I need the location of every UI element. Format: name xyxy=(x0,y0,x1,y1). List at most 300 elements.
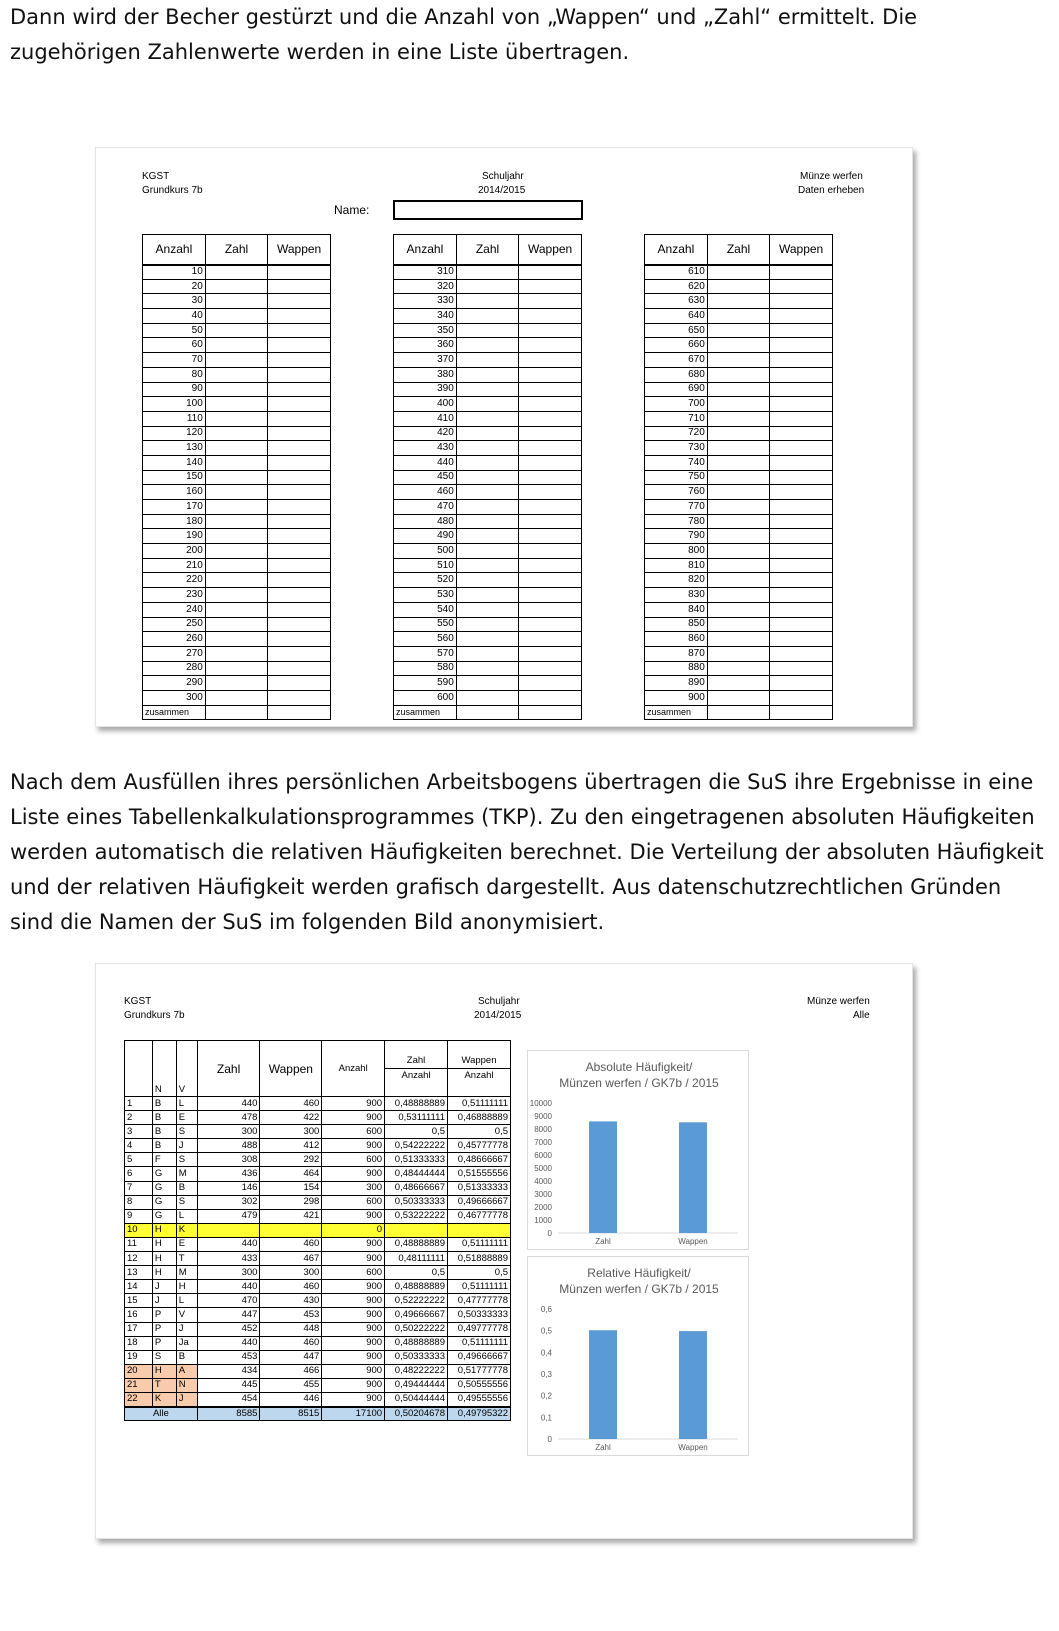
results-total-zahl: 8585 xyxy=(197,1407,260,1421)
worksheet-wappen-input[interactable] xyxy=(268,632,331,647)
worksheet-zahl-input[interactable] xyxy=(456,294,518,309)
worksheet-wappen-input[interactable] xyxy=(268,338,331,353)
worksheet-wappen-input[interactable] xyxy=(519,646,582,661)
worksheet-wappen-input[interactable] xyxy=(770,323,833,338)
worksheet-wappen-input[interactable] xyxy=(268,529,331,544)
worksheet-zahl-input[interactable] xyxy=(205,500,267,515)
worksheet-zahl-input[interactable] xyxy=(205,411,267,426)
worksheet-wappen-input[interactable] xyxy=(268,676,331,691)
year-label: Schuljahr xyxy=(482,171,524,182)
results-cell-rel-wappen: 0,51333333 xyxy=(447,1181,510,1195)
worksheet-zahl-input[interactable] xyxy=(205,367,267,382)
worksheet-count-cell: 430 xyxy=(394,441,457,456)
worksheet-wappen-input[interactable] xyxy=(770,470,833,485)
worksheet-wappen-input[interactable] xyxy=(770,617,833,632)
worksheet-zahl-input[interactable] xyxy=(456,661,518,676)
worksheet-count-cell: 20 xyxy=(143,279,206,294)
worksheet-wappen-input[interactable] xyxy=(770,500,833,515)
x-tick-label: Zahl xyxy=(595,1237,611,1246)
worksheet-zahl-input[interactable] xyxy=(205,632,267,647)
worksheet-count-cell: 350 xyxy=(394,323,457,338)
worksheet-wappen-input[interactable] xyxy=(519,338,582,353)
worksheet-wappen-input[interactable] xyxy=(519,309,582,324)
worksheet-count-cell: 330 xyxy=(394,294,457,309)
worksheet-zahl-input[interactable] xyxy=(707,500,769,515)
results-row xyxy=(125,1350,511,1364)
results-cell-rel-zahl: 0,51333333 xyxy=(385,1153,448,1167)
absolute-frequency-chart xyxy=(527,1050,749,1250)
worksheet-wappen-input[interactable] xyxy=(770,529,833,544)
worksheet-total-row xyxy=(394,705,582,720)
worksheet-wappen-input[interactable] xyxy=(770,573,833,588)
worksheet-wappen-input[interactable] xyxy=(519,676,582,691)
worksheet-zahl-input[interactable] xyxy=(707,441,769,456)
results-cell-wappen: 422 xyxy=(260,1111,322,1125)
results-topic-label: Münze werfen xyxy=(807,996,870,1007)
results-cell-rel-wappen: 0,51888889 xyxy=(447,1252,510,1266)
worksheet-zahl-input[interactable] xyxy=(205,529,267,544)
worksheet-wappen-input[interactable] xyxy=(770,632,833,647)
bar-zahl xyxy=(589,1121,617,1233)
worksheet-zahl-input[interactable] xyxy=(456,455,518,470)
worksheet-row xyxy=(394,558,582,573)
results-cell-zahl: 300 xyxy=(197,1266,260,1280)
results-cell-anzahl: 900 xyxy=(322,1364,385,1378)
results-cell-rel-wappen: 0,49666667 xyxy=(447,1350,510,1364)
worksheet-zahl-input[interactable] xyxy=(707,294,769,309)
results-sheet xyxy=(95,963,913,1539)
results-cell-rel-wappen: 0,51111111 xyxy=(447,1237,510,1251)
results-cell-zahl: 445 xyxy=(197,1378,260,1392)
results-cell-rel-zahl: 0,53222222 xyxy=(385,1209,448,1223)
worksheet-wappen-input[interactable] xyxy=(519,470,582,485)
results-total-anzahl: 17100 xyxy=(322,1407,385,1421)
worksheet-wappen-input[interactable] xyxy=(519,265,582,280)
worksheet-zahl-input[interactable] xyxy=(456,411,518,426)
worksheet-zahl-input[interactable] xyxy=(456,529,518,544)
worksheet-zahl-input[interactable] xyxy=(456,617,518,632)
results-year-label: Schuljahr xyxy=(478,996,520,1007)
results-cell-rel-zahl: 0,49444444 xyxy=(385,1378,448,1392)
worksheet-zahl-input[interactable] xyxy=(707,382,769,397)
results-cell-rel-zahl: 0,54222222 xyxy=(385,1139,448,1153)
worksheet-wappen-input[interactable] xyxy=(519,279,582,294)
worksheet-zahl-input[interactable] xyxy=(707,617,769,632)
worksheet-header-wappen: Wappen xyxy=(268,235,331,265)
worksheet-zahl-input[interactable] xyxy=(205,602,267,617)
worksheet-wappen-input[interactable] xyxy=(268,411,331,426)
worksheet-wappen-input[interactable] xyxy=(770,411,833,426)
results-cell-index: 7 xyxy=(125,1181,153,1195)
worksheet-zahl-input[interactable] xyxy=(205,573,267,588)
worksheet-wappen-input[interactable] xyxy=(268,661,331,676)
results-cell-zahl: 146 xyxy=(197,1181,260,1195)
worksheet-wappen-input[interactable] xyxy=(268,485,331,500)
worksheet-wappen-input[interactable] xyxy=(519,485,582,500)
worksheet-count-cell: 290 xyxy=(143,676,206,691)
results-cell-zahl: 433 xyxy=(197,1252,260,1266)
worksheet-zahl-input[interactable] xyxy=(456,470,518,485)
worksheet-wappen-input[interactable] xyxy=(268,397,331,412)
worksheet-zahl-input[interactable] xyxy=(456,676,518,691)
worksheet-total-zahl-input[interactable] xyxy=(205,705,267,720)
worksheet-zahl-input[interactable] xyxy=(205,294,267,309)
worksheet-header-wappen: Wappen xyxy=(519,235,582,265)
worksheet-zahl-input[interactable] xyxy=(707,676,769,691)
worksheet-zahl-input[interactable] xyxy=(205,544,267,559)
worksheet-zahl-input[interactable] xyxy=(456,426,518,441)
worksheet-zahl-input[interactable] xyxy=(205,514,267,529)
worksheet-wappen-input[interactable] xyxy=(770,544,833,559)
worksheet-row xyxy=(645,588,833,603)
worksheet-wappen-input[interactable] xyxy=(770,661,833,676)
worksheet-row xyxy=(394,279,582,294)
results-cell-wappen: 460 xyxy=(260,1237,322,1251)
worksheet-count-cell: 240 xyxy=(143,602,206,617)
worksheet-zahl-input[interactable] xyxy=(707,455,769,470)
worksheet-zahl-input[interactable] xyxy=(456,441,518,456)
worksheet-wappen-input[interactable] xyxy=(519,588,582,603)
worksheet-zahl-input[interactable] xyxy=(205,265,267,280)
worksheet-zahl-input[interactable] xyxy=(707,397,769,412)
worksheet-total-label: zusammen xyxy=(645,705,708,720)
worksheet-zahl-input[interactable] xyxy=(456,485,518,500)
worksheet-zahl-input[interactable] xyxy=(205,353,267,368)
worksheet-wappen-input[interactable] xyxy=(519,529,582,544)
worksheet-zahl-input[interactable] xyxy=(205,338,267,353)
results-cell-zahl: 440 xyxy=(197,1097,260,1111)
worksheet-zahl-input[interactable] xyxy=(205,382,267,397)
results-header-anzahl: Anzahl xyxy=(322,1041,385,1097)
worksheet-zahl-input[interactable] xyxy=(707,265,769,280)
worksheet-zahl-input[interactable] xyxy=(707,323,769,338)
worksheet-wappen-input[interactable] xyxy=(519,426,582,441)
worksheet-wappen-input[interactable] xyxy=(770,676,833,691)
worksheet-total-label: zusammen xyxy=(143,705,206,720)
worksheet-zahl-input[interactable] xyxy=(707,470,769,485)
worksheet-wappen-input[interactable] xyxy=(268,426,331,441)
worksheet-count-cell: 690 xyxy=(645,382,708,397)
worksheet-wappen-input[interactable] xyxy=(268,279,331,294)
worksheet-wappen-input[interactable] xyxy=(268,646,331,661)
results-cell-wappen: 421 xyxy=(260,1209,322,1223)
worksheet-row xyxy=(394,646,582,661)
worksheet-wappen-input[interactable] xyxy=(519,353,582,368)
worksheet-wappen-input[interactable] xyxy=(770,338,833,353)
results-cell-v: N xyxy=(176,1378,197,1392)
results-cell-v: S xyxy=(176,1153,197,1167)
results-cell-wappen: 298 xyxy=(260,1195,322,1209)
worksheet-zahl-input[interactable] xyxy=(456,353,518,368)
results-cell-rel-zahl: 0,53111111 xyxy=(385,1111,448,1125)
results-cell-v: B xyxy=(176,1181,197,1195)
results-cell-n: J xyxy=(152,1294,176,1308)
results-cell-zahl: 308 xyxy=(197,1153,260,1167)
results-header-wappen: Wappen xyxy=(260,1041,322,1097)
worksheet-wappen-input[interactable] xyxy=(268,441,331,456)
worksheet-wappen-input[interactable] xyxy=(770,367,833,382)
worksheet-count-cell: 790 xyxy=(645,529,708,544)
worksheet-zahl-input[interactable] xyxy=(205,309,267,324)
worksheet-zahl-input[interactable] xyxy=(205,323,267,338)
worksheet-count-cell: 310 xyxy=(394,265,457,280)
worksheet-wappen-input[interactable] xyxy=(519,397,582,412)
results-cell-index: 21 xyxy=(125,1378,153,1392)
worksheet-zahl-input[interactable] xyxy=(456,588,518,603)
worksheet-row xyxy=(645,411,833,426)
worksheet-zahl-input[interactable] xyxy=(456,602,518,617)
worksheet-zahl-input[interactable] xyxy=(456,558,518,573)
worksheet-wappen-input[interactable] xyxy=(268,558,331,573)
results-cell-zahl: 436 xyxy=(197,1167,260,1181)
worksheet-wappen-input[interactable] xyxy=(519,455,582,470)
worksheet-wappen-input[interactable] xyxy=(268,514,331,529)
y-tick-label: 6000 xyxy=(534,1151,552,1160)
worksheet-wappen-input[interactable] xyxy=(770,397,833,412)
worksheet-wappen-input[interactable] xyxy=(268,294,331,309)
worksheet-zahl-input[interactable] xyxy=(707,367,769,382)
worksheet-table-1 xyxy=(142,234,331,720)
worksheet-wappen-input[interactable] xyxy=(770,646,833,661)
results-cell-rel-wappen: 0,5 xyxy=(447,1125,510,1139)
worksheet-zahl-input[interactable] xyxy=(205,617,267,632)
worksheet-zahl-input[interactable] xyxy=(707,485,769,500)
worksheet-zahl-input[interactable] xyxy=(707,646,769,661)
worksheet-wappen-input[interactable] xyxy=(519,617,582,632)
worksheet-wappen-input[interactable] xyxy=(268,617,331,632)
worksheet-zahl-input[interactable] xyxy=(205,661,267,676)
worksheet-wappen-input[interactable] xyxy=(770,294,833,309)
results-cell-n: S xyxy=(152,1350,176,1364)
rel-zahl-denominator: Anzahl xyxy=(401,1070,431,1081)
worksheet-zahl-input[interactable] xyxy=(707,426,769,441)
worksheet-wappen-input[interactable] xyxy=(770,602,833,617)
worksheet-wappen-input[interactable] xyxy=(268,602,331,617)
worksheet-zahl-input[interactable] xyxy=(205,558,267,573)
worksheet-count-cell: 710 xyxy=(645,411,708,426)
worksheet-zahl-input[interactable] xyxy=(456,514,518,529)
worksheet-zahl-input[interactable] xyxy=(205,485,267,500)
results-cell-rel-wappen: 0,46888889 xyxy=(447,1111,510,1125)
results-cell-rel-wappen: 0,51111111 xyxy=(447,1097,510,1111)
worksheet-zahl-input[interactable] xyxy=(205,646,267,661)
worksheet-zahl-input[interactable] xyxy=(205,455,267,470)
worksheet-zahl-input[interactable] xyxy=(205,426,267,441)
worksheet-zahl-input[interactable] xyxy=(707,338,769,353)
results-total-rel-zahl: 0,50204678 xyxy=(385,1407,448,1421)
results-cell-index: 11 xyxy=(125,1237,153,1251)
worksheet-zahl-input[interactable] xyxy=(456,367,518,382)
results-cell-rel-wappen: 0,51111111 xyxy=(447,1280,510,1294)
worksheet-count-cell: 400 xyxy=(394,397,457,412)
worksheet-wappen-input[interactable] xyxy=(519,661,582,676)
worksheet-wappen-input[interactable] xyxy=(519,382,582,397)
worksheet-row xyxy=(143,588,331,603)
worksheet-wappen-input[interactable] xyxy=(268,588,331,603)
worksheet-wappen-input[interactable] xyxy=(268,544,331,559)
results-cell-rel-zahl xyxy=(385,1223,448,1237)
worksheet-count-cell: 410 xyxy=(394,411,457,426)
results-cell-wappen: 467 xyxy=(260,1252,322,1266)
worksheet-wappen-input[interactable] xyxy=(519,632,582,647)
worksheet-total-zahl-input[interactable] xyxy=(707,705,769,720)
worksheet-wappen-input[interactable] xyxy=(268,455,331,470)
worksheet-wappen-input[interactable] xyxy=(519,411,582,426)
worksheet-wappen-input[interactable] xyxy=(770,558,833,573)
worksheet-zahl-input[interactable] xyxy=(707,573,769,588)
results-cell-v: L xyxy=(176,1294,197,1308)
worksheet-zahl-input[interactable] xyxy=(456,397,518,412)
results-cell-n: B xyxy=(152,1111,176,1125)
results-cell-n: G xyxy=(152,1181,176,1195)
worksheet-wappen-input[interactable] xyxy=(770,588,833,603)
worksheet-count-cell: 530 xyxy=(394,588,457,603)
worksheet-zahl-input[interactable] xyxy=(456,309,518,324)
worksheet-wappen-input[interactable] xyxy=(770,455,833,470)
worksheet-zahl-input[interactable] xyxy=(707,529,769,544)
results-cell-rel-zahl: 0,50333333 xyxy=(385,1195,448,1209)
worksheet-zahl-input[interactable] xyxy=(456,544,518,559)
worksheet-wappen-input[interactable] xyxy=(268,309,331,324)
results-cell-rel-zahl: 0,48222222 xyxy=(385,1364,448,1378)
worksheet-wappen-input[interactable] xyxy=(268,690,331,705)
worksheet-zahl-input[interactable] xyxy=(456,279,518,294)
worksheet-wappen-input[interactable] xyxy=(519,602,582,617)
worksheet-zahl-input[interactable] xyxy=(205,588,267,603)
results-cell-v: K xyxy=(176,1223,197,1237)
worksheet-total-zahl-input[interactable] xyxy=(456,705,518,720)
worksheet-zahl-input[interactable] xyxy=(707,661,769,676)
worksheet-zahl-input[interactable] xyxy=(707,632,769,647)
worksheet-zahl-input[interactable] xyxy=(707,544,769,559)
worksheet-zahl-input[interactable] xyxy=(456,382,518,397)
worksheet-wappen-input[interactable] xyxy=(770,426,833,441)
results-cell-anzahl: 900 xyxy=(322,1252,385,1266)
worksheet-zahl-input[interactable] xyxy=(456,500,518,515)
worksheet-zahl-input[interactable] xyxy=(707,279,769,294)
worksheet-wappen-input[interactable] xyxy=(770,690,833,705)
worksheet-row xyxy=(645,485,833,500)
course-label: Grundkurs 7b xyxy=(142,185,203,196)
y-tick-label: 0,5 xyxy=(540,1326,552,1336)
worksheet-header-row xyxy=(143,235,331,265)
worksheet-wappen-input[interactable] xyxy=(268,353,331,368)
worksheet-total-wappen-input[interactable] xyxy=(770,705,833,720)
worksheet-count-cell: 70 xyxy=(143,353,206,368)
worksheet-zahl-input[interactable] xyxy=(205,441,267,456)
worksheet-zahl-input[interactable] xyxy=(707,309,769,324)
results-cell-wappen: 464 xyxy=(260,1167,322,1181)
worksheet-wappen-input[interactable] xyxy=(770,309,833,324)
results-cell-anzahl: 0 xyxy=(322,1223,385,1237)
worksheet-zahl-input[interactable] xyxy=(456,265,518,280)
results-cell-v: S xyxy=(176,1125,197,1139)
worksheet-wappen-input[interactable] xyxy=(770,485,833,500)
results-cell-zahl: 447 xyxy=(197,1308,260,1322)
worksheet-wappen-input[interactable] xyxy=(519,544,582,559)
worksheet-count-cell: 540 xyxy=(394,602,457,617)
worksheet-zahl-input[interactable] xyxy=(456,646,518,661)
results-cell-v: E xyxy=(176,1111,197,1125)
worksheet-total-wappen-input[interactable] xyxy=(519,705,582,720)
worksheet-wappen-input[interactable] xyxy=(770,265,833,280)
results-cell-wappen: 455 xyxy=(260,1378,322,1392)
y-tick-label: 7000 xyxy=(534,1138,552,1147)
name-input[interactable] xyxy=(393,200,583,220)
results-cell-index: 2 xyxy=(125,1111,153,1125)
worksheet-wappen-input[interactable] xyxy=(770,279,833,294)
worksheet-wappen-input[interactable] xyxy=(519,558,582,573)
worksheet-zahl-input[interactable] xyxy=(456,632,518,647)
worksheet-count-cell: 150 xyxy=(143,470,206,485)
worksheet-row xyxy=(143,455,331,470)
worksheet-row xyxy=(394,617,582,632)
worksheet-zahl-input[interactable] xyxy=(205,690,267,705)
worksheet-zahl-input[interactable] xyxy=(205,397,267,412)
worksheet-wappen-input[interactable] xyxy=(519,690,582,705)
worksheet-wappen-input[interactable] xyxy=(268,470,331,485)
worksheet-wappen-input[interactable] xyxy=(519,294,582,309)
worksheet-zahl-input[interactable] xyxy=(707,602,769,617)
worksheet-header-anzahl: Anzahl xyxy=(143,235,206,265)
worksheet-wappen-input[interactable] xyxy=(519,500,582,515)
results-cell-wappen: 460 xyxy=(260,1280,322,1294)
chart-title-line-1: Relative Häufigkeit/ xyxy=(587,1266,691,1280)
worksheet-zahl-input[interactable] xyxy=(707,558,769,573)
worksheet-wappen-input[interactable] xyxy=(770,514,833,529)
worksheet-wappen-input[interactable] xyxy=(268,367,331,382)
worksheet-wappen-input[interactable] xyxy=(519,441,582,456)
worksheet-zahl-input[interactable] xyxy=(205,279,267,294)
results-cell-zahl: 453 xyxy=(197,1350,260,1364)
worksheet-wappen-input[interactable] xyxy=(519,514,582,529)
worksheet-wappen-input[interactable] xyxy=(519,367,582,382)
worksheet-wappen-input[interactable] xyxy=(268,573,331,588)
worksheet-wappen-input[interactable] xyxy=(770,441,833,456)
worksheet-wappen-input[interactable] xyxy=(268,323,331,338)
worksheet-row xyxy=(394,573,582,588)
worksheet-zahl-input[interactable] xyxy=(456,690,518,705)
worksheet-zahl-input[interactable] xyxy=(205,676,267,691)
worksheet-zahl-input[interactable] xyxy=(456,323,518,338)
worksheet-wappen-input[interactable] xyxy=(268,500,331,515)
results-cell-wappen: 412 xyxy=(260,1139,322,1153)
worksheet-zahl-input[interactable] xyxy=(707,411,769,426)
worksheet-row xyxy=(143,529,331,544)
worksheet-zahl-input[interactable] xyxy=(707,588,769,603)
worksheet-row xyxy=(394,676,582,691)
worksheet-zahl-input[interactable] xyxy=(707,353,769,368)
worksheet-wappen-input[interactable] xyxy=(519,323,582,338)
worksheet-total-wappen-input[interactable] xyxy=(268,705,331,720)
worksheet-wappen-input[interactable] xyxy=(519,573,582,588)
worksheet-zahl-input[interactable] xyxy=(456,573,518,588)
worksheet-zahl-input[interactable] xyxy=(205,470,267,485)
worksheet-wappen-input[interactable] xyxy=(268,265,331,280)
worksheet-row xyxy=(143,426,331,441)
worksheet-wappen-input[interactable] xyxy=(770,353,833,368)
worksheet-wappen-input[interactable] xyxy=(770,382,833,397)
worksheet-wappen-input[interactable] xyxy=(268,382,331,397)
worksheet-zahl-input[interactable] xyxy=(707,514,769,529)
worksheet-count-cell: 10 xyxy=(143,265,206,280)
worksheet-zahl-input[interactable] xyxy=(707,690,769,705)
worksheet-count-cell: 300 xyxy=(143,690,206,705)
results-cell-n: G xyxy=(152,1209,176,1223)
worksheet-header-anzahl: Anzahl xyxy=(645,235,708,265)
worksheet-zahl-input[interactable] xyxy=(456,338,518,353)
worksheet-row xyxy=(143,294,331,309)
